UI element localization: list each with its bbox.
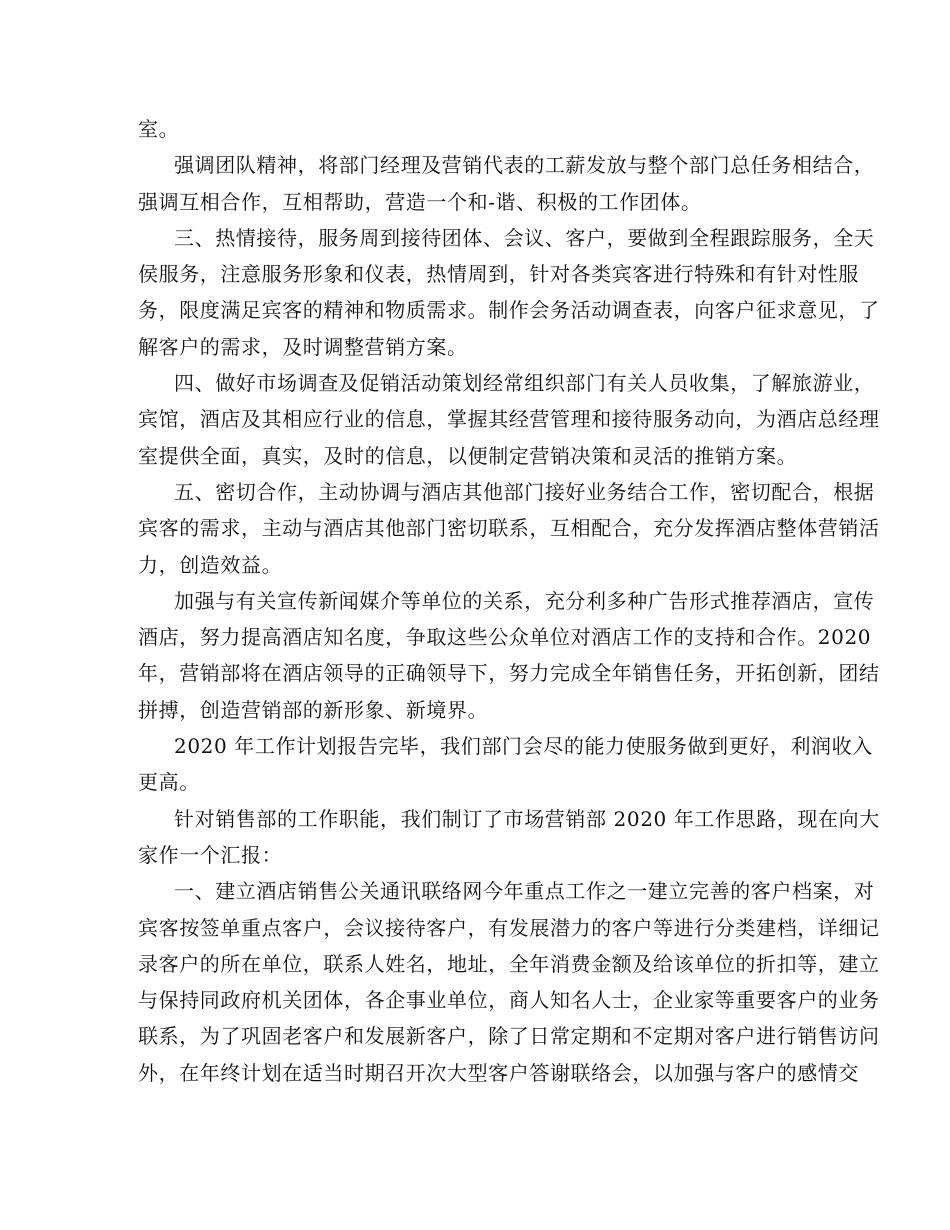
text-line: 三、热情接待，服务周到接待团体、会议、客户，要做到全程跟踪服务，全天 bbox=[174, 225, 875, 250]
text-line: 年，营销部将在酒店领导的正确领导下，努力完成全年销售任务，开拓创新，团结 bbox=[138, 661, 880, 686]
text-line: 针对销售部的工作职能，我们制订了市场营销部 2020 年工作思路，现在向大 bbox=[174, 806, 880, 831]
text-line: 与保持同政府机关团体，各企事业单位，商人知名人士，企业家等重要客户的业务 bbox=[138, 988, 880, 1013]
text-line: 拼搏，创造营销部的新形象、新境界。 bbox=[138, 697, 489, 722]
text-line: 解客户的需求，及时调整营销方案。 bbox=[138, 334, 468, 359]
paragraph bbox=[138, 220, 880, 365]
text-line: 2020 年工作计划报告完毕，我们部门会尽的能力使服务做到更好，利润收入 bbox=[174, 734, 873, 759]
text-line: 宾客的需求，主动与酒店其他部门密切联系，互相配合，充分发挥酒店整体营销活 bbox=[138, 516, 880, 541]
text-line: 一、建立酒店销售公关通讯联络网今年重点工作之一建立完善的客户档案，对 bbox=[174, 879, 875, 904]
text-line: 宾客按签单重点客户，会议接待客户，有发展潜力的客户等进行分类建档，详细记 bbox=[138, 915, 880, 940]
paragraph bbox=[138, 801, 880, 874]
text-line: 力，创造效益。 bbox=[138, 552, 283, 577]
text-line: 四、做好市场调查及促销活动策划经常组织部门有关人员收集，了解旅游业， bbox=[174, 371, 875, 396]
text-line: 务，限度满足宾客的精神和物质需求。制作会务活动调查表，向客户征求意见，了 bbox=[138, 298, 880, 323]
text-line: 酒店，努力提高酒店知名度，争取这些公众单位对酒店工作的支持和合作。2020 bbox=[138, 625, 872, 650]
text-line: 室。 bbox=[138, 117, 180, 141]
text-line: 外，在年终计划在适当时期召开次大型客户答谢联络会，以加强与客户的感情交 bbox=[138, 1060, 859, 1085]
paragraph bbox=[138, 147, 875, 220]
text-line: 强调互相合作，互相帮助，营造一个和-谐、积极的工作团体。 bbox=[138, 189, 702, 214]
paragraph bbox=[138, 365, 880, 474]
document-body bbox=[138, 111, 880, 1091]
paragraph bbox=[138, 111, 810, 147]
paragraph bbox=[138, 474, 880, 583]
text-line: 室提供全面，真实，及时的信息，以便制定营销决策和灵活的推销方案。 bbox=[138, 443, 798, 468]
text-line: 更高。 bbox=[138, 770, 200, 795]
text-line: 五、密切合作，主动协调与酒店其他部门接好业务结合工作，密切配合，根据 bbox=[174, 479, 875, 504]
paragraph bbox=[138, 583, 880, 728]
text-line: 强调团队精神，将部门经理及营销代表的工薪发放与整个部门总任务相结合， bbox=[174, 153, 875, 178]
text-line: 加强与有关宣传新闻媒介等单位的关系，充分利多种广告形式推荐酒店，宣传 bbox=[174, 588, 875, 613]
paragraph bbox=[138, 873, 880, 1091]
paragraph bbox=[138, 728, 873, 801]
text-line: 录客户的所在单位，联系人姓名，地址，全年消费金额及给该单位的折扣等，建立 bbox=[138, 951, 880, 976]
text-line: 侯服务，注意服务形象和仪表，热情周到，针对各类宾客进行特殊和有针对性服 bbox=[138, 262, 859, 287]
text-line: 联系，为了巩固老客户和发展新客户，除了日常定期和不定期对客户进行销售访问 bbox=[138, 1024, 880, 1049]
text-line: 家作一个汇报： bbox=[138, 842, 283, 867]
text-line: 宾馆，酒店及其相应行业的信息，掌握其经营管理和接待服务动向，为酒店总经理 bbox=[138, 407, 880, 432]
